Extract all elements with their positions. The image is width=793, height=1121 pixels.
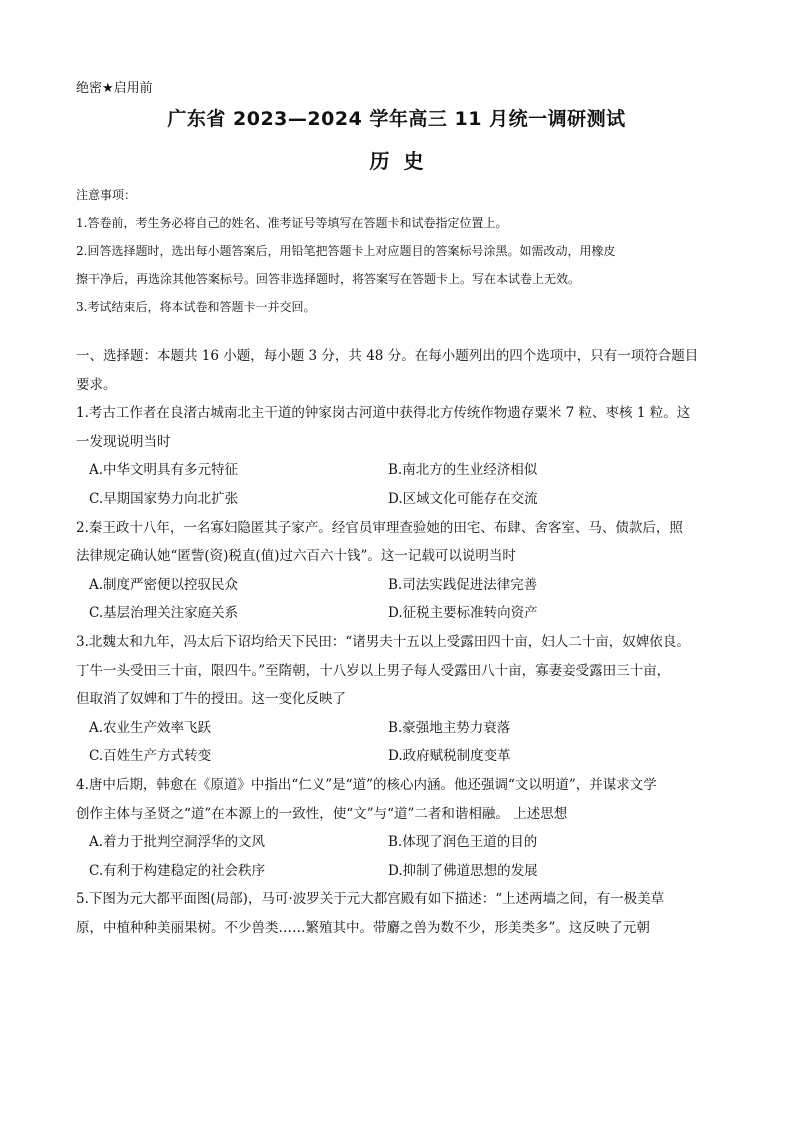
option-a: A.着力于批判空洞浮华的文风 (89, 834, 266, 851)
notice-heading: 注意事项： (76, 188, 137, 202)
option-b: B.司法实践促进法律完善 (388, 576, 538, 593)
confidential-label: 绝密★启用前 (76, 81, 153, 96)
option-d: D.政府赋税制度变革 (388, 748, 511, 765)
question-5 (76, 885, 721, 942)
question-4 (76, 771, 721, 885)
option-a: A.中华文明具有多元特征 (89, 462, 239, 479)
option-d: D.抑制了佛道思想的发展 (388, 862, 538, 879)
option-b: B.豪强地主势力衰落 (388, 719, 511, 736)
option-c: C.基层治理关注家庭关系 (89, 605, 239, 622)
question-stem: 4.唐中后期，韩愈在《原道》中指出“仁义”是“道”的核心内涵。他还强调“文以明道”，并谋求文学 (76, 776, 657, 793)
option-d: D.区域文化可能存在交流 (388, 490, 538, 507)
option-c: C.早期国家势力向北扩张 (89, 490, 239, 507)
question-section (76, 342, 721, 942)
exam-title: 广东省 2023—2024 学年高三 11 月统一调研测试 (167, 108, 626, 130)
option-b: B.南北方的生业经济相似 (388, 462, 538, 479)
question-stem: 原，中植种种美丽果树。不少兽类……繁殖其中。带麝之兽为数不少，形美类多”。这反映了元朝 (76, 919, 650, 936)
question-3 (76, 628, 721, 771)
option-c: C.有利于构建稳定的社会秩序 (89, 862, 266, 879)
option-a: A.农业生产效率飞跃 (89, 719, 212, 736)
section-instruction: 要求。 (76, 376, 117, 393)
option-c: C.百姓生产方式转变 (89, 748, 212, 765)
option-d: D.征税主要标准转向资产 (388, 605, 538, 622)
question-stem: 1.考古工作者在良渚古城南北主干道的钟家岗古河道中获得北方传统作物遗存粟米 7 粒、枣核 1 粒。这 (76, 405, 691, 422)
notice-line: 擦干净后，再选涂其他答案标号。回答非选择题时，将答案写在答题卡上。写在本试卷上无效。 (76, 272, 581, 286)
question-stem: 但取消了奴婢和丁牛的授田。这一变化反映了 (76, 691, 346, 708)
option-b: B.体现了润色王道的目的 (388, 834, 538, 851)
question-stem: 2.秦王政十八年，一名寡妇隐匿其子家产。经官员审理查验她的田宅、布肆、舍客室、马、债款后，照 (76, 519, 683, 536)
option-a: A.制度严密便以控驭民众 (89, 576, 239, 593)
notice-line: 3.考试结束后，将本试卷和答题卡一并交回。 (76, 300, 316, 314)
notice-line: 1.答卷前，考生务必将自己的姓名、准考证号等填写在答题卡和试卷指定位置上。 (76, 216, 508, 230)
notice-block (76, 181, 716, 321)
question-1 (76, 399, 721, 513)
subject-title: 历史 (369, 149, 438, 173)
section-instruction: 一、选择题：本题共 16 小题，每小题 3 分，共 48 分。在每小题列出的四个选项中，只有一项符合题目 (76, 348, 699, 364)
question-stem: 创作主体与圣贤之“道”在本源上的一致性，使“文”与“道”二者和谐相融。 上述思想 (76, 805, 568, 822)
question-stem: 丁牛一头受田三十亩，限四牛。”至隋朝，十八岁以上男子每人受露田八十亩，寡妻妾受露田三十亩， (76, 662, 671, 679)
question-stem: 法律规定确认她“匿訾(资)税直(值)过六百六十钱”。这一记载可以说明当时 (76, 548, 516, 565)
notice-line: 2.回答选择题时，选出每小题答案后，用铅笔把答题卡上对应题目的答案标号涂黑。如需改动，用橡皮 (76, 244, 616, 258)
question-stem: 5.下图为元大都平面图(局部)，马可·波罗关于元大都宫殿有如下描述：“上述两墙之间，有一极美草 (76, 891, 665, 908)
question-2 (76, 514, 721, 628)
question-stem: 一发现说明当时 (76, 433, 171, 450)
question-stem: 3.北魏太和九年，冯太后下诏均给天下民田：“诸男夫十五以上受露田四十亩，妇人二十亩，奴婢依良。 (76, 633, 690, 650)
